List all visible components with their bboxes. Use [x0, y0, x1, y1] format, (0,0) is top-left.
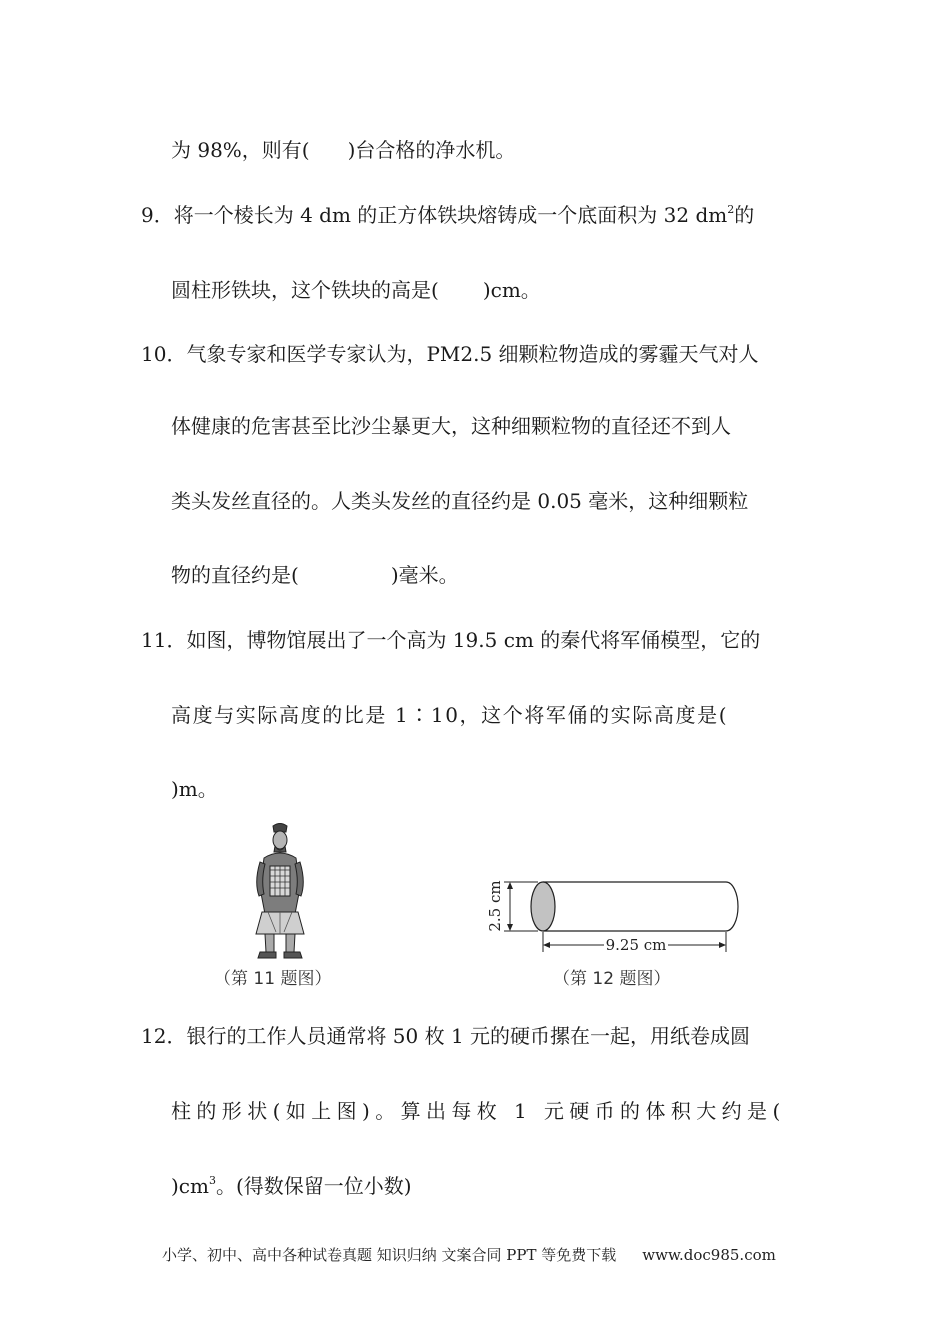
q9-text-end: 的: [734, 203, 755, 227]
q9-text-after-blank: )cm。: [482, 278, 541, 302]
q12-line-2: 柱的形状(如上图)。算出每枚 1 元硬币的体积大约是(: [171, 1099, 786, 1123]
cylinder-length-label: 9.25 cm: [605, 936, 667, 954]
q10-text: 气象专家和医学专家认为，PM2.5 细颗粒物造成的雾霾天气对人: [186, 342, 759, 366]
q10-number: 10．: [141, 342, 187, 366]
q9-line-2: [171, 276, 541, 304]
q10-line-3: 类头发丝直径的。人类头发丝的直径约是 0.05 毫米，这种细颗粒: [171, 489, 749, 513]
q10-line-1: [141, 340, 759, 368]
q12-line-1: [141, 1022, 750, 1050]
q12-text-before-sup: )cm: [171, 1174, 209, 1198]
q12-text-after-sup: 。(得数保留一位小数): [215, 1174, 412, 1198]
q11-number: 11．: [141, 628, 187, 652]
q11-line-1: [141, 626, 760, 654]
q10-line-2: 体健康的危害甚至比沙尘暴更大，这种细颗粒物的直径还不到人: [171, 414, 731, 438]
q9-text: 将一个棱长为 4 dm 的正方体铁块熔铸成一个底面积为 32 dm: [173, 203, 728, 227]
q8-text-before-blank: 为 98%，则有(: [171, 138, 310, 162]
figure-11-caption: （第 11 题图）: [214, 969, 332, 989]
q9-superscript: 2: [727, 203, 735, 216]
q9-text-before-blank: 圆柱形铁块，这个铁块的高是(: [171, 278, 439, 302]
page-footer: [162, 1244, 776, 1266]
q10-text-after-blank: )毫米。: [390, 563, 459, 587]
q9-number: 9．: [141, 203, 174, 227]
q12-number: 12．: [141, 1024, 187, 1048]
q11-text: 如图，博物馆展出了一个高为 19.5 cm 的秦代将军俑模型，它的: [186, 628, 761, 652]
q11-line-3: )m。: [171, 777, 218, 801]
q8-continuation: [171, 136, 515, 164]
q10-text-before-blank: 物的直径约是(: [171, 563, 299, 587]
q11-line-2: 高度与实际高度的比是 1∶10，这个将军俑的实际高度是(: [171, 703, 729, 727]
terracotta-warrior-figure: [246, 822, 314, 964]
q12-line-3: [171, 1172, 412, 1200]
figure-12-caption: （第 12 题图）: [553, 969, 671, 989]
q10-line-4: [171, 561, 459, 589]
q12-text: 银行的工作人员通常将 50 枚 1 元的硬币摞在一起，用纸卷成圆: [186, 1024, 751, 1048]
footer-website: www.doc985.com: [642, 1246, 776, 1264]
q8-text-after-blank: )台合格的净水机。: [347, 138, 516, 162]
q9-line-1: [141, 201, 754, 229]
coin-roll-cylinder-figure: [480, 870, 750, 962]
cylinder-height-label: 2.5 cm: [486, 880, 504, 932]
q12-superscript: 3: [208, 1174, 216, 1187]
footer-text: 小学、初中、高中各种试卷真题 知识归纳 文案合同 PPT 等免费下载: [162, 1246, 617, 1264]
